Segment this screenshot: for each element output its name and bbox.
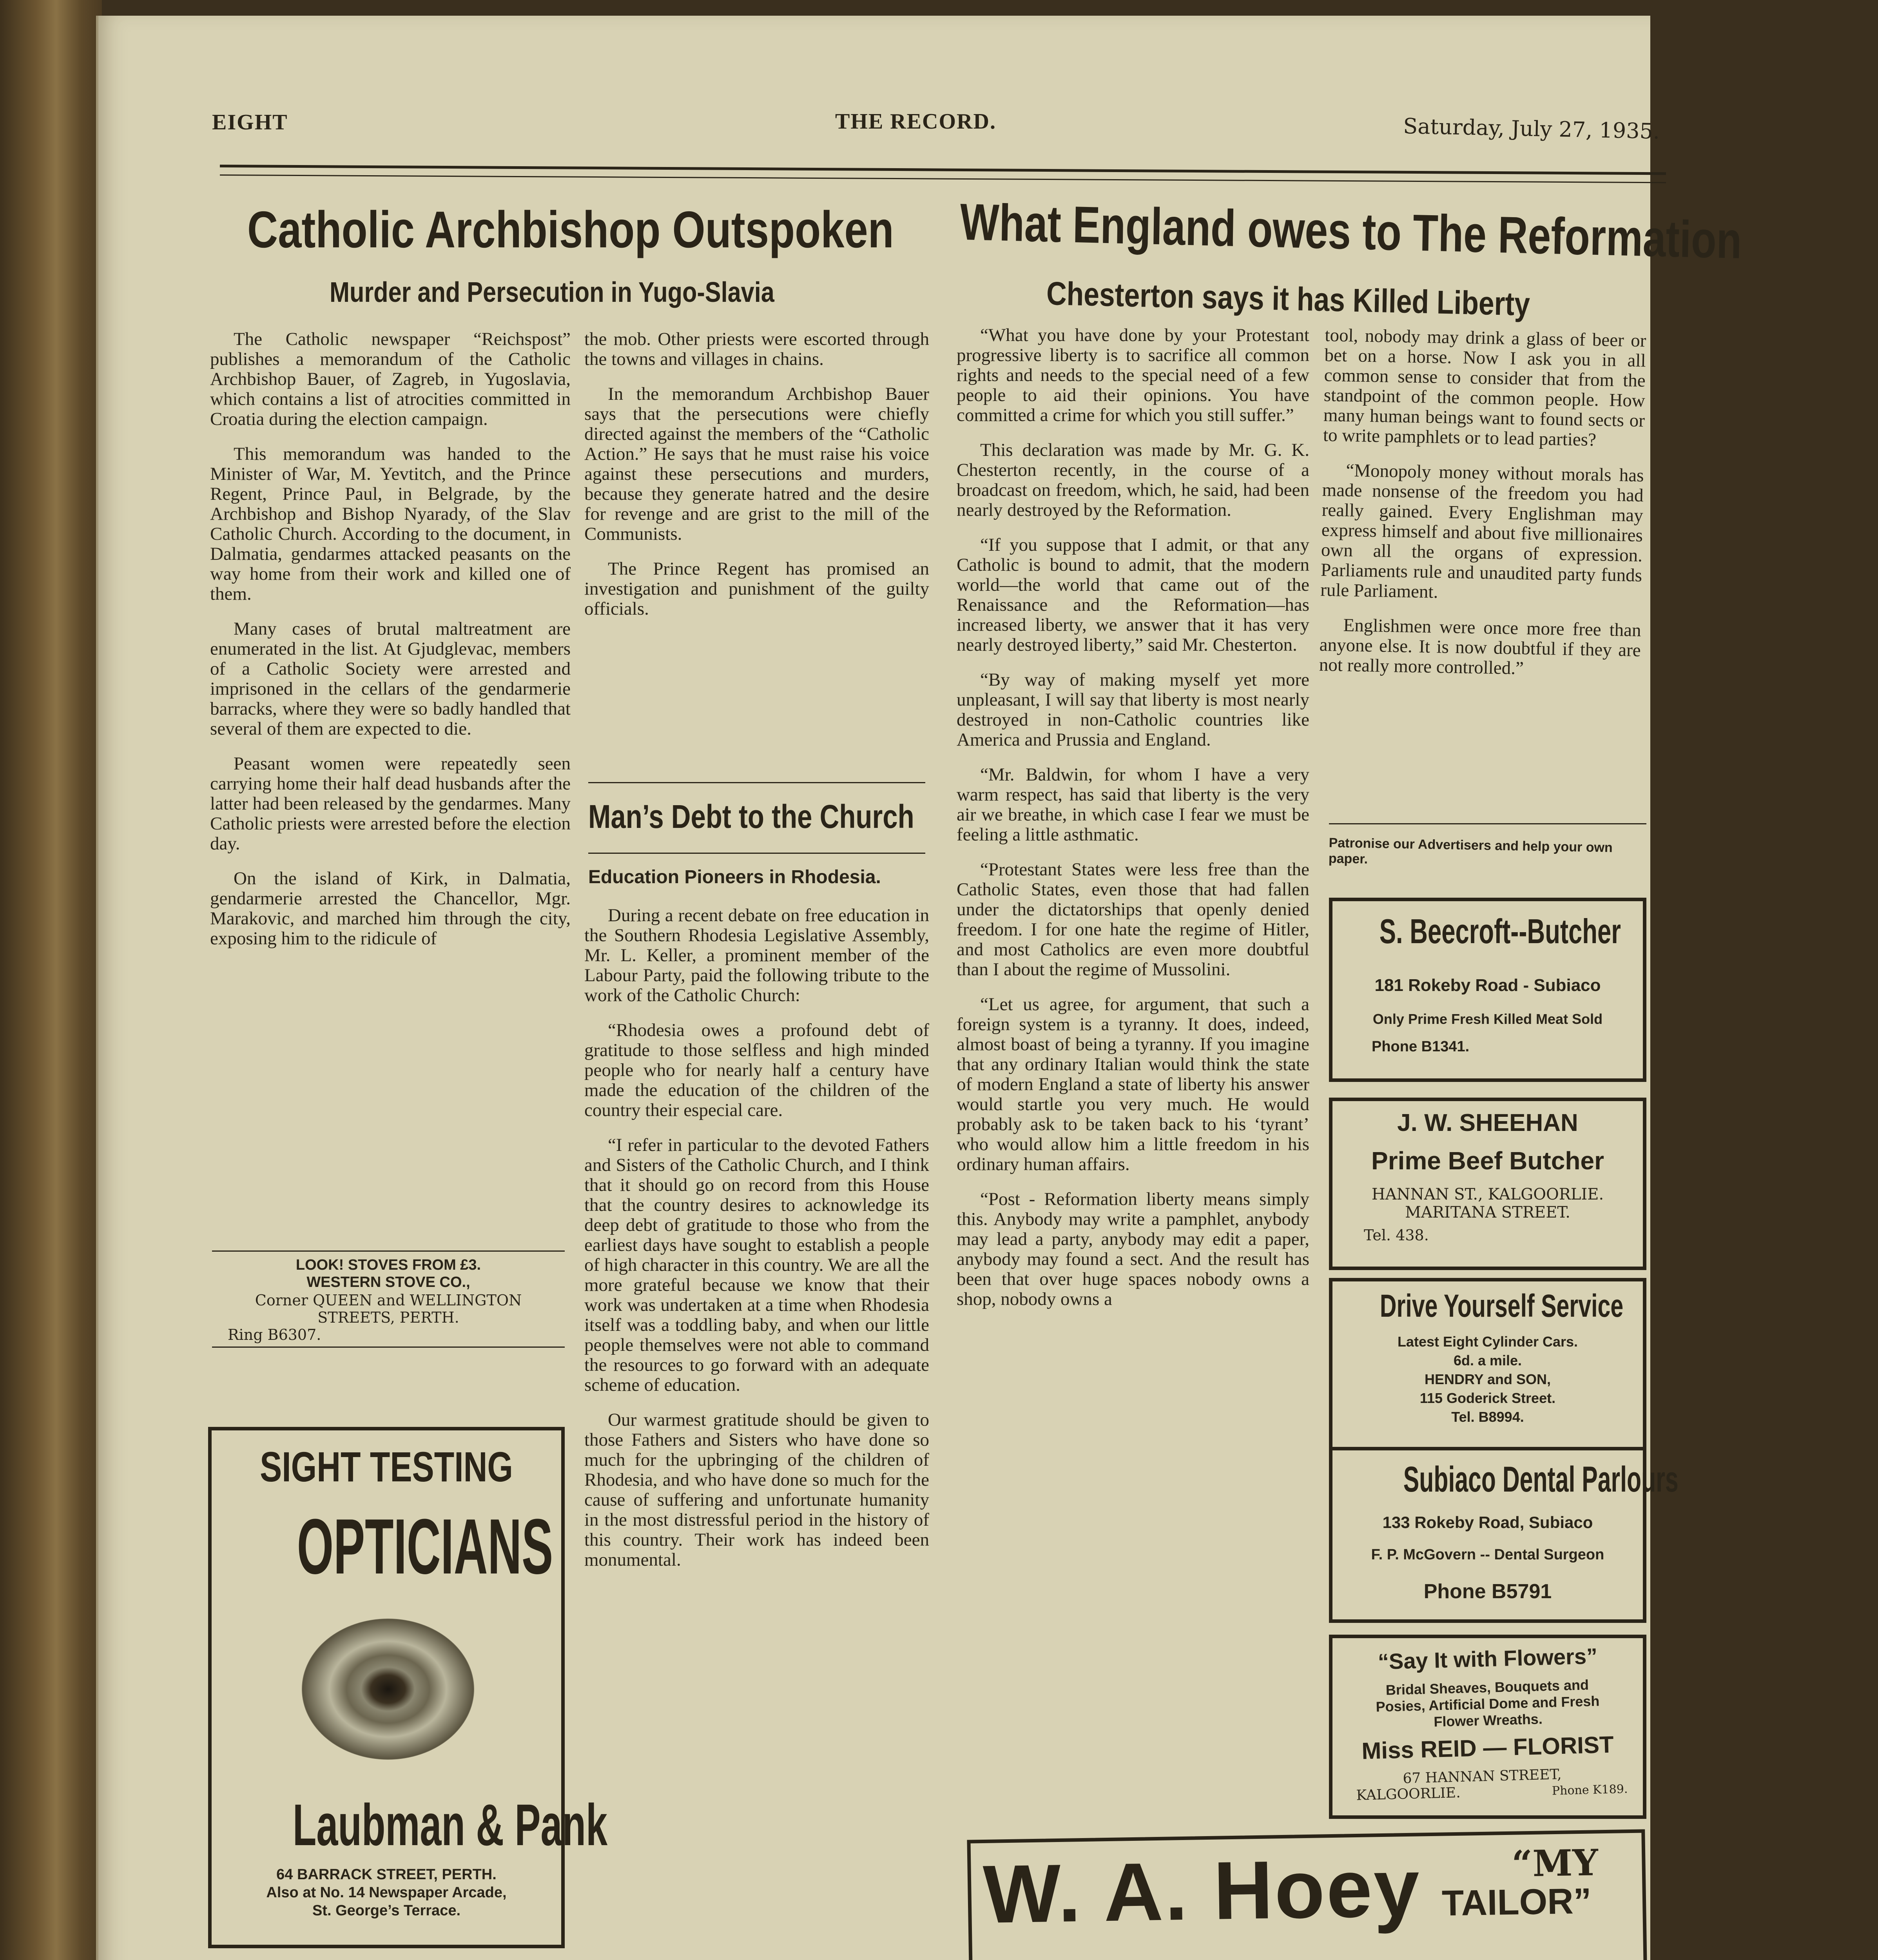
article-1-column-1 — [210, 329, 571, 1247]
paragraph: “Mr. Baldwin, for whom I have a very warm respect, has said that liberty is the very air we breathe, in which case I fear we must be feeling a little asthmatic. — [957, 764, 1309, 845]
optician-line: Laubman & Pank — [292, 1792, 608, 1858]
optician-line: OPTICIANS — [297, 1503, 553, 1590]
paragraph: Many cases of brutal maltreatment are enumerated in the list. At Gjudglevac, members of a Catholic Society were arrested and imprisoned in the cellars of the gendarmerie barracks, where they were so badly handled that several of them are expected to die. — [210, 619, 571, 739]
florist-line: 67 HANNAN STREET, — [1402, 1766, 1562, 1787]
article-1-subhead: Murder and Persecution in Yugo-Slavia — [330, 277, 774, 308]
drive-line: Drive Yourself Service — [1379, 1288, 1624, 1324]
sheehan-line: MARITANA STREET. — [1405, 1203, 1570, 1221]
beecroft-address: 181 Rokeby Road - Subiaco — [1374, 976, 1601, 995]
dental-surgeon: F. P. McGovern -- Dental Surgeon — [1371, 1546, 1604, 1563]
stoves-line: LOOK! STOVES FROM £3. — [295, 1257, 481, 1273]
paragraph: “I refer in particular to the devoted Fathers and Sisters of the Catholic Church, and I think that it should go on record from this House that the country desires to acknowledge its deep debt of gratitude to those who from the earliest days have sought to establish a people of high character in this country. We are all the more grateful because we know that their work was undertaken at a time when Rhodesia itself was a toddling baby, and when our little people themselves were not able to command the resources to go forward with an adequate scheme of education. — [584, 1135, 929, 1395]
optician-name — [212, 1791, 608, 1859]
stoves-phone: Ring B6307. — [228, 1326, 321, 1343]
beecroft-line: Only Prime Fresh Killed Meat Sold — [1372, 1011, 1603, 1027]
paragraph: “Rhodesia owes a profound debt of gratitude to those selfless and high minded people who for nearly half a century have made the education of the children of the country their especial care. — [584, 1020, 929, 1120]
divider — [212, 1347, 565, 1348]
drive-title — [1332, 1287, 1643, 1325]
florist-title: “Say It with Flowers” — [1378, 1643, 1598, 1674]
masthead: THE RECORD. — [835, 109, 996, 134]
article-1-column-2 — [584, 329, 929, 776]
sheehan-line: HANNAN ST., KALGOORLIE. — [1371, 1185, 1604, 1203]
hoey-tag-2: TAILOR” — [1441, 1881, 1592, 1924]
dental-title — [1332, 1458, 1679, 1500]
paragraph: “What you have done by your Protestant progressive liberty is to sacrifice all common rights and needs to the special need of a few people to aid their opinions. You have committed a crime for which you still suffer.” — [957, 325, 1309, 425]
florist-details — [1332, 1675, 1643, 1733]
hoey-tag-1: “MY — [1511, 1841, 1599, 1885]
stoves-address — [212, 1292, 565, 1343]
drive-line: 6d. a mile. — [1453, 1352, 1522, 1368]
paragraph: In the memorandum Archbishop Bauer says that the persecutions were chiefly directed against the members of the “Catholic Action.” He says that he must raise his voice against these persecutions and murders, because they generate hatred and the desire for revenge and are grist to the mill of the Communists. — [584, 384, 929, 544]
florist-address — [1356, 1767, 1562, 1804]
florist-line: Flower Wreaths. — [1433, 1711, 1543, 1730]
paragraph: Englishmen were once more free than anyone else. It is now doubtful if they are not really more controlled.” — [1319, 615, 1641, 679]
paragraph: Peasant women were repeatedly seen carrying home their half dead husbands after the latter had been released by the gendarmes. Many Catholic priests were arrested before the election day. — [210, 753, 571, 854]
sheehan-name: J. W. SHEEHAN — [1397, 1109, 1578, 1136]
sheehan-ad — [1329, 1098, 1646, 1270]
book-spine — [0, 0, 102, 1960]
florist-ad — [1329, 1635, 1646, 1819]
optician-line: 64 BARRACK STREET, PERTH. — [276, 1866, 497, 1883]
optician-address — [212, 1866, 561, 1920]
optician-line: St. George’s Terrace. — [312, 1902, 461, 1919]
optician-headline — [212, 1442, 561, 1492]
divider — [1329, 823, 1646, 824]
beecroft-name — [1332, 911, 1643, 951]
dental-ad — [1329, 1450, 1679, 1623]
paragraph: This memorandum was handed to the Minister of War, M. Yevtitch, and the Prince Regent, Prince Paul, in Belgrade, by the Archbishop and Bishop Nyarady, of the Slav Catholic Church. According to the document, in Dalmatia, gendarmes attacked peasants on the way home from their work and killed one of them. — [210, 444, 571, 604]
paragraph: This declaration was made by Mr. G. K. Chesterton recently, in the course of a broadcast on freedom, which, he said, had been nearly destroyed by the Reformation. — [957, 440, 1309, 520]
drive-details — [1332, 1332, 1643, 1426]
paragraph: The Catholic newspaper “Reichspost” publishes a memorandum of the Catholic Archbishop Bauer, of Zagreb, in Yugoslavia, which contains a list of atrocities committed in Croatia during the election campaign. — [210, 329, 571, 429]
florist-line: Bridal Sheaves, Bouquets and — [1385, 1677, 1589, 1698]
divider — [588, 782, 925, 783]
stoves-line: STREETS, PERTH. — [317, 1309, 459, 1326]
patronise-note: Patronise our Advertisers and help your own paper. — [1328, 835, 1613, 867]
drive-line: Tel. B8994. — [1451, 1409, 1524, 1425]
optician-line: SIGHT TESTING — [260, 1443, 513, 1490]
paragraph: “Let us agree, for argument, that such a foreign system is a tyranny. It does, indeed, almost boast of being a tyranny. If you imagine that any ordinary Italian would think the state of modern England a state of liberty his answer would startle you very much. He would probably ask to be taken back to his ‘tyrant’ who would allow him a little freedom in his ordinary human affairs. — [957, 994, 1309, 1174]
eye-icon — [302, 1619, 474, 1760]
issue-date: Saturday, July 27, 1935. — [1403, 114, 1660, 144]
paragraph: “If you suppose that I admit, or that any Catholic is bound to admit, that the modern world—the world that came out of the Renaissance and the Reformation—has increased liberty, we answer that it has very nearly destroyed liberty,” said Mr. Chesterton. — [957, 535, 1309, 655]
sheehan-title: Prime Beef Butcher — [1371, 1147, 1604, 1175]
drive-line: Latest Eight Cylinder Cars. — [1397, 1334, 1578, 1350]
divider — [588, 853, 925, 854]
sheehan-address — [1332, 1185, 1643, 1221]
stoves-ad — [212, 1256, 565, 1291]
header-rule — [220, 165, 1666, 175]
stoves-line: Corner QUEEN and WELLINGTON — [255, 1292, 522, 1309]
drive-yourself-ad — [1329, 1278, 1646, 1450]
header-rule-thin — [220, 174, 1666, 183]
drive-line: HENDRY and SON, — [1424, 1371, 1551, 1387]
florist-line: Posies, Artificial Dome and Fresh — [1376, 1693, 1600, 1715]
paragraph: the mob. Other priests were escorted through the towns and villages in chains. — [584, 329, 929, 369]
paragraph: “Monopoly money without morals has made nonsense of the freedom you had really gained. Every Englishman may express himself and about five millionaires own all the organs of expression. Parliaments rule and unaudited party funds rule Parliament. — [1320, 460, 1644, 603]
article-3-column-1 — [957, 325, 1309, 1776]
paragraph: The Prince Regent has promised an investigation and punishment of the guilty officials. — [584, 559, 929, 619]
paragraph: “Protestant States were less free than the Catholic States, even those that had fallen under the dictatorships that openly denied freedom. I for one hate the regime of Hitler, and most Catholics are even more doubtful than I about the regime of Mussolini. — [957, 859, 1309, 980]
paragraph: During a recent debate on free education in the Southern Rhodesia Legislative Assembly, Mr. L. Keller, a prominent member of the Labour Party, paid the following tribute to the work of the Catholic Church: — [584, 905, 929, 1005]
beecroft-line: S. Beecroft--Butcher — [1379, 912, 1621, 951]
article-2-headline: Man’s Debt to the Church — [588, 798, 914, 835]
paragraph: “Post - Reformation liberty means simply this. Anybody may write a pamphlet, anybody may lead a party, anybody may edit a paper, anybody may found a sect. And the result has been that over huge spaces nobody owns a shop, nobody owns a — [957, 1189, 1309, 1309]
florist-name: Miss REID — FLORIST — [1361, 1731, 1614, 1764]
drive-line: 115 Goderick Street. — [1419, 1390, 1556, 1406]
optician-line: Also at No. 14 Newspaper Arcade, — [266, 1884, 507, 1901]
newspaper-page — [96, 16, 1742, 1960]
article-3-headline: What England owes to The Reformation — [959, 192, 1742, 269]
article-3-subhead: Chesterton says it has Killed Liberty — [1046, 274, 1530, 323]
article-2-body — [584, 906, 929, 1944]
hoey-name: W. A. Hoey — [982, 1841, 1422, 1940]
sheehan-tel: Tel. 438. — [1364, 1227, 1429, 1244]
florist-phone: Phone K189. — [1552, 1782, 1628, 1798]
paragraph: tool, nobody may drink a glass of beer or bet on a horse. Now I ask you in all common sense to consider that from the standpoint of the common people. How many human beings want to found sects or to write pamphlets or to lead parties? — [1323, 325, 1646, 450]
paragraph: “By way of making myself yet more unpleasant, I will say that liberty is most nearly destroyed in non-Catholic countries like America and Prussia and England. — [957, 670, 1309, 750]
page-number: EIGHT — [212, 110, 288, 134]
dental-address: 133 Rokeby Road, Subiaco — [1382, 1513, 1593, 1532]
beecroft-phone: Phone B1341. — [1372, 1038, 1470, 1055]
dental-phone: Phone B5791 — [1423, 1580, 1552, 1603]
hoey-ad — [967, 1829, 1648, 1960]
divider — [212, 1250, 565, 1252]
optician-ad — [208, 1427, 608, 1948]
beecroft-ad — [1329, 898, 1646, 1082]
article-1-headline: Catholic Archbishop Outspoken — [247, 201, 894, 258]
stoves-line: WESTERN STOVE CO., — [306, 1274, 470, 1290]
paragraph: On the island of Kirk, in Dalmatia, gendarmerie arrested the Chancellor, Mgr. Marakovic, and marched him through the city, exposing him to the ridicule of — [210, 868, 571, 949]
florist-line: KALGOORLIE. — [1356, 1784, 1461, 1804]
dental-line: Subiaco Dental Parlours — [1403, 1459, 1679, 1499]
optician-title — [212, 1501, 561, 1592]
article-2-subhead: Education Pioneers in Rhodesia. — [588, 867, 881, 887]
paragraph: Our warmest gratitude should be given to those Fathers and Sisters who have done so much for the upbringing of the children of Rhodesia, and who have done so much for the cause of suffering and unfortunate humanity in the most distressful period in the history of this country. Their work has indeed been monumental. — [584, 1410, 929, 1570]
article-3-column-2 — [1317, 325, 1646, 813]
